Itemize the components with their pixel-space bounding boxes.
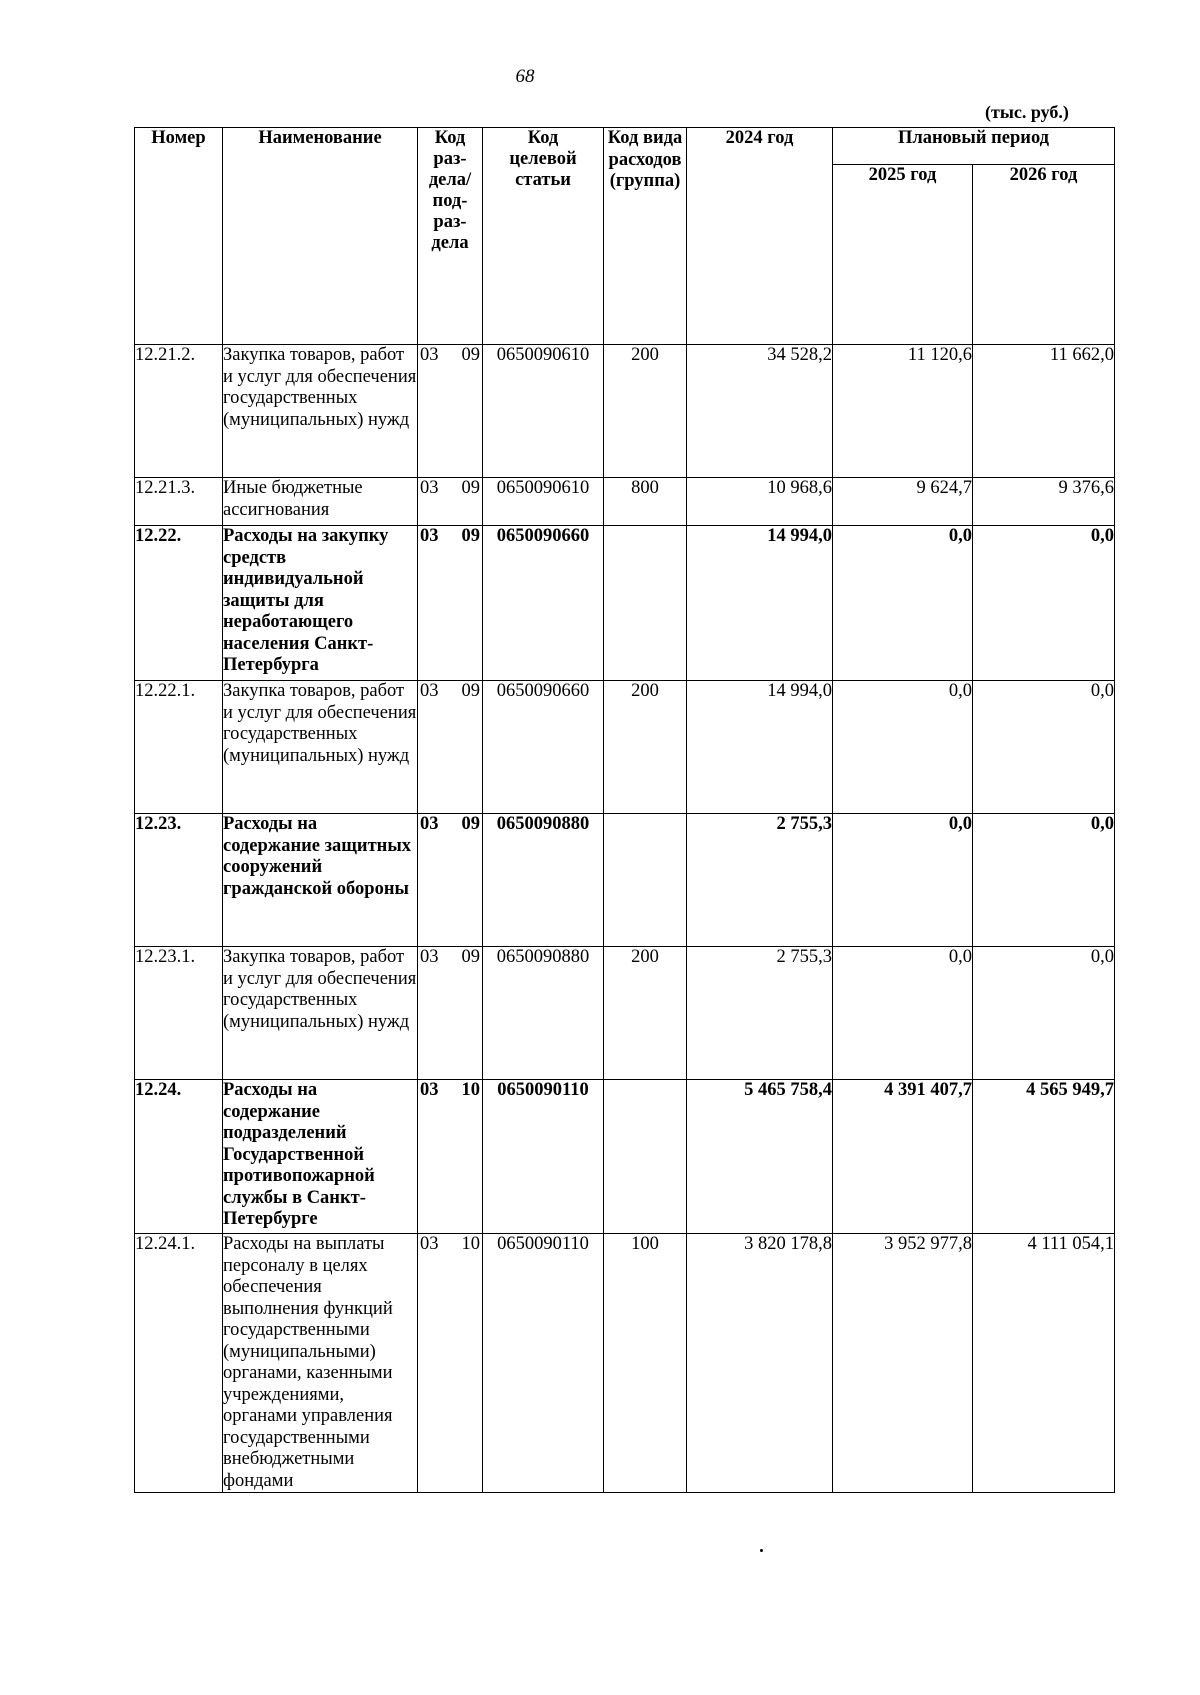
row-subsection: 09: [461, 478, 480, 498]
row-number: 12.22.: [135, 526, 223, 681]
units-label: (тыс. руб.): [985, 102, 1069, 122]
row-section: 03: [420, 681, 439, 701]
row-amount-2024: 10 968,6: [687, 478, 833, 526]
row-subsection: 10: [461, 1234, 480, 1254]
row-target-code: 0650090880: [483, 947, 604, 1080]
table-row: [135, 478, 1115, 526]
row-section: 03: [420, 345, 439, 365]
scan-speck: [760, 1549, 763, 1552]
row-number: 12.22.1.: [135, 681, 223, 814]
row-expense-kind: 800: [604, 478, 687, 526]
row-number: 12.21.3.: [135, 478, 223, 526]
row-section: 03: [420, 947, 439, 967]
header-year-2024: 2024 год: [687, 128, 833, 345]
table-row: [135, 345, 1115, 478]
row-subsection: 09: [461, 814, 480, 834]
row-section-code: [418, 478, 483, 526]
row-amount-2024: 14 994,0: [687, 526, 833, 681]
row-number: 12.23.1.: [135, 947, 223, 1080]
row-subsection: 09: [461, 526, 480, 546]
header-target-code: Код целевой статьи: [483, 128, 604, 345]
row-number: 12.24.1.: [135, 1234, 223, 1493]
row-section: 03: [420, 526, 439, 546]
header-expense-kind: Код вида расходов (группа): [604, 128, 687, 345]
row-target-code: 0650090880: [483, 814, 604, 947]
row-name: Закупка товаров, работ и услуг для обеспечения государственных (муниципальных) нужд: [223, 345, 418, 478]
row-amount-2025: 3 952 977,8: [833, 1234, 973, 1493]
row-number: 12.23.: [135, 814, 223, 947]
header-year-2026: 2026 год: [973, 165, 1115, 345]
row-amount-2026: 0,0: [973, 814, 1115, 947]
row-name: Закупка товаров, работ и услуг для обеспечения государственных (муниципальных) нужд: [223, 681, 418, 814]
row-amount-2025: 9 624,7: [833, 478, 973, 526]
row-section: 03: [420, 814, 439, 834]
row-amount-2025: 0,0: [833, 814, 973, 947]
row-amount-2026: 0,0: [973, 526, 1115, 681]
table-body: [135, 345, 1115, 1493]
header-section-code: Код раз- дела/ под- раз- дела: [418, 128, 483, 345]
row-expense-kind: [604, 1080, 687, 1234]
row-name: Расходы на содержание подразделений Государственной противопожарной службы в Санкт-Петербурге: [223, 1080, 418, 1234]
row-target-code: 0650090110: [483, 1234, 604, 1493]
row-name: Иные бюджетные ассигнования: [223, 478, 418, 526]
row-name: Расходы на выплаты персоналу в целях обеспечения выполнения функций государственными (муниципальными) органами, казенными учреждениями, органами управления государственными внебюджетными фондами: [223, 1234, 418, 1493]
row-expense-kind: [604, 814, 687, 947]
row-name: Расходы на содержание защитных сооружений гражданской обороны: [223, 814, 418, 947]
row-amount-2025: 11 120,6: [833, 345, 973, 478]
row-subsection: 10: [461, 1080, 480, 1100]
row-name: Закупка товаров, работ и услуг для обеспечения государственных (муниципальных) нужд: [223, 947, 418, 1080]
header-year-2025: 2025 год: [833, 165, 973, 345]
row-expense-kind: 200: [604, 947, 687, 1080]
row-section: 03: [420, 1234, 439, 1254]
row-amount-2024: 34 528,2: [687, 345, 833, 478]
row-amount-2025: 0,0: [833, 947, 973, 1080]
row-target-code: 0650090610: [483, 478, 604, 526]
row-subsection: 09: [461, 345, 480, 365]
row-amount-2024: 2 755,3: [687, 947, 833, 1080]
row-name: Расходы на закупку средств индивидуальной защиты для неработающего населения Санкт-Петербурга: [223, 526, 418, 681]
row-amount-2024: 3 820 178,8: [687, 1234, 833, 1493]
row-amount-2025: 4 391 407,7: [833, 1080, 973, 1234]
row-target-code: 0650090660: [483, 526, 604, 681]
table-row: [135, 947, 1115, 1080]
row-expense-kind: 200: [604, 681, 687, 814]
header-number: Номер: [135, 128, 223, 345]
header-name: Наименование: [223, 128, 418, 345]
row-section: 03: [420, 1080, 439, 1100]
row-amount-2024: 2 755,3: [687, 814, 833, 947]
row-section: 03: [420, 478, 439, 498]
header-planned-period: Плановый период: [833, 128, 1115, 165]
table-row: [135, 1234, 1115, 1493]
row-section-code: [418, 814, 483, 947]
row-expense-kind: [604, 526, 687, 681]
row-section-code: [418, 345, 483, 478]
row-amount-2026: 4 111 054,1: [973, 1234, 1115, 1493]
row-section-code: [418, 1234, 483, 1493]
row-number: 12.21.2.: [135, 345, 223, 478]
page-number: 68: [515, 66, 535, 87]
row-section-code: [418, 526, 483, 681]
row-subsection: 09: [461, 947, 480, 967]
row-section-code: [418, 681, 483, 814]
table-row: [135, 1080, 1115, 1234]
table-row: [135, 814, 1115, 947]
row-amount-2026: 0,0: [973, 681, 1115, 814]
row-target-code: 0650090110: [483, 1080, 604, 1234]
row-target-code: 0650090660: [483, 681, 604, 814]
row-amount-2025: 0,0: [833, 526, 973, 681]
table-row: [135, 681, 1115, 814]
row-section-code: [418, 947, 483, 1080]
row-section-code: [418, 1080, 483, 1234]
table-row: [135, 526, 1115, 681]
row-target-code: 0650090610: [483, 345, 604, 478]
row-amount-2026: 11 662,0: [973, 345, 1115, 478]
budget-table: [134, 127, 1115, 1493]
row-amount-2026: 0,0: [973, 947, 1115, 1080]
row-subsection: 09: [461, 681, 480, 701]
row-expense-kind: 100: [604, 1234, 687, 1493]
row-amount-2024: 14 994,0: [687, 681, 833, 814]
row-amount-2025: 0,0: [833, 681, 973, 814]
row-number: 12.24.: [135, 1080, 223, 1234]
row-expense-kind: 200: [604, 345, 687, 478]
row-amount-2026: 9 376,6: [973, 478, 1115, 526]
row-amount-2024: 5 465 758,4: [687, 1080, 833, 1234]
row-amount-2026: 4 565 949,7: [973, 1080, 1115, 1234]
